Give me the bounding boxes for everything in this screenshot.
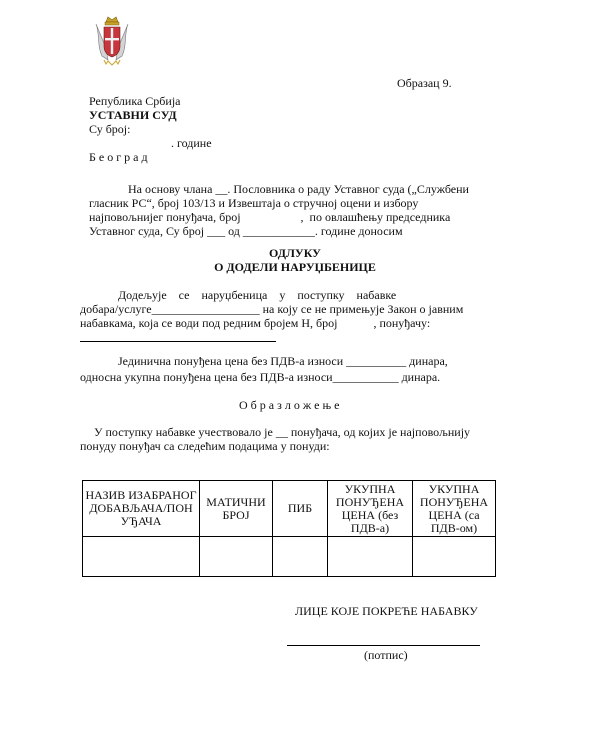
court-name: УСТАВНИ СУД (89, 108, 177, 122)
intro-line-3: најповољнијег понуђача, број , по овлашћењу председника (89, 210, 451, 224)
coat-of-arms-emblem (94, 16, 130, 66)
unit-price-line: Јединична понуђена цена без ПДВ-а износи __________ динара, (118, 354, 448, 368)
cell-supplier-name[interactable] (83, 537, 200, 577)
intro-line-1: На основу члана __. Пословника о раду Уставног суда („Службени (128, 182, 469, 196)
bidder-table (82, 480, 496, 577)
reasoning-line-1: У поступку набавке учествовало је __ понуђача, од којих је најповољнију (94, 425, 471, 439)
cell-total-with-vat[interactable] (413, 537, 496, 577)
reasoning-heading: О б р а з л о ж е њ е (239, 398, 340, 412)
signature-label: ЛИЦЕ КОЈЕ ПОКРЕЋЕ НАБАВКУ (295, 604, 478, 618)
header-registration-number: МАТИЧНИ БРОЈ (200, 481, 273, 537)
decision-subtitle: О ДОДЕЛИ НАРУЏБЕНИЦЕ (214, 260, 376, 274)
reasoning-line-2: понуду понуђач са следећим подацима у понуди: (80, 439, 330, 453)
case-number-label: Су број: (89, 122, 131, 136)
form-number: Образац 9. (397, 76, 452, 90)
bidder-blank-line (80, 341, 276, 342)
intro-line-4: Уставног суда, Су број ___ од ____________. године доносим (89, 224, 403, 238)
cell-registration-number[interactable] (200, 537, 273, 577)
award-line-1: Додељује се наруџбеница у поступку набавке (118, 288, 397, 302)
cell-tax-id[interactable] (273, 537, 328, 577)
city-name: Б е о г р а д (89, 150, 148, 164)
header-total-without-vat: УКУПНА ПОНУЂЕНА ЦЕНА (без ПДВ-а) (328, 481, 413, 537)
award-line-3: набавкама, која се води под редним бројем Н, број , понуђачу: (80, 316, 431, 330)
signature-caption: (потпис) (364, 648, 408, 662)
cell-total-without-vat[interactable] (328, 537, 413, 577)
country-name: Република Србија (89, 94, 181, 108)
total-price-line: односна укупна понуђена цена без ПДВ-а износи___________ динара. (80, 370, 441, 384)
header-supplier-name: НАЗИВ ИЗАБРАНОГ ДОБАВЉАЧА/ПОН УЂАЧА (83, 481, 200, 537)
date-suffix: . године (171, 136, 212, 150)
decision-title: ОДЛУКУ (268, 246, 321, 260)
header-total-with-vat: УКУПНА ПОНУЂЕНА ЦЕНА (са ПДВ-ом) (413, 481, 496, 537)
signature-line[interactable] (287, 645, 480, 646)
table-row (83, 537, 496, 577)
header-tax-id: ПИБ (273, 481, 328, 537)
award-line-2: добара/услуге__________________ на коју се не примењује Закон о јавним (80, 302, 464, 316)
table-header-row (83, 481, 496, 537)
intro-line-2: гласник РС“, број 103/13 и Извештаја о стручној оцени и избору (89, 196, 419, 210)
